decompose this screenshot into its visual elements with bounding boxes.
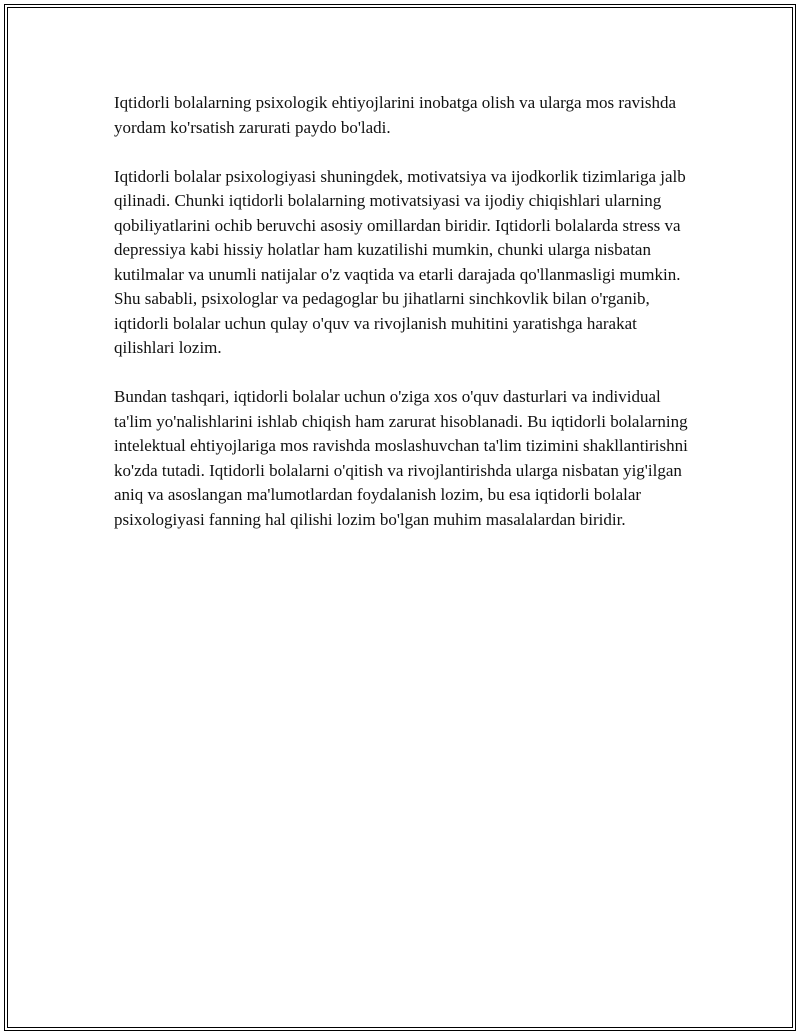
paragraph-3: Bundan tashqari, iqtidorli bolalar uchun o'ziga xos o'quv dasturlari va individual ta'lim yo'nalishlarini ishlab chiqish ham zarurat hisoblanadi. Bu iqtidorli bolalarning intelektual ehtiyojlariga mos ravishda moslashuvchan ta'lim tizimini shakllantirishni ko'zda tutadi. Iqtidorli bolalarni o'qitish va rivojlantirishda ularga nisbatan yig'ilgan aniq va asoslangan ma'lumotlardan foydalanish lozim, bu esa iqtidorli bolalar psixologiyasi fanning hal qilishi lozim bo'lgan muhim masalalardan biridir.: [114, 387, 688, 529]
document-body: [114, 91, 694, 557]
paragraph-1: Iqtidorli bolalarning psixologik ehtiyojlarini inobatga olish va ularga mos ravishda yordam ko'rsatish zarurati paydo bo'ladi.: [114, 93, 677, 137]
paragraph-2: Iqtidorli bolalar psixologiyasi shuningdek, motivatsiya va ijodkorlik tizimlariga jalb qilinadi. Chunki iqtidorli bolalarning motivatsiyasi va ijodiy chiqishlari ularning qobiliyatlarini ochib beruvchi asosiy omillardan biridir. Iqtidorli bolalarda stress va depressiya kabi hissiy holatlar ham kuzatilishi mumkin, chunki ularga nisbatan kutilmalar va unumli natijalar o'z vaqtida va etarli darajada qo'llanmasligi mumkin. Shu sababli, psixologlar va pedagoglar bu jihatlarni sinchkovlik bilan o'rganib, iqtidorli bolalar uchun qulay o'quv va rivojlanish muhitini yaratishga harakat qilishlari lozim.: [114, 166, 686, 357]
